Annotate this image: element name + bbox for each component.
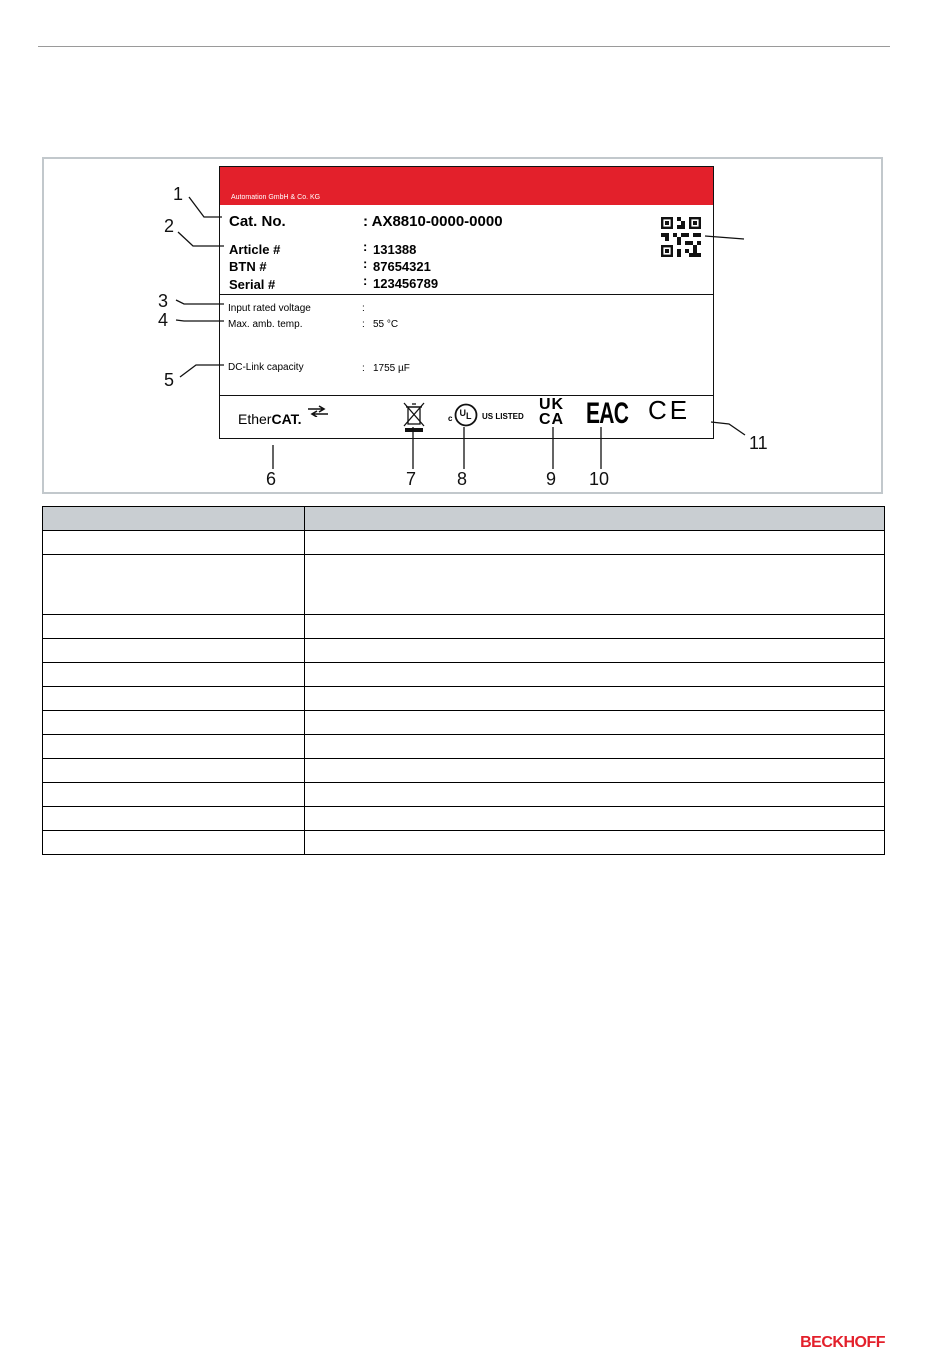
article-colon: :	[363, 239, 368, 254]
cat-no-label: Cat. No.	[229, 213, 286, 230]
table-cell	[305, 687, 885, 711]
ukca-mark-top: UK	[539, 396, 565, 413]
table-cell	[43, 831, 305, 855]
ukca-mark-bottom: CA	[539, 411, 565, 428]
btn-colon: :	[363, 256, 368, 271]
table-cell	[305, 783, 885, 807]
callout-7: 7	[406, 469, 417, 489]
table-row	[43, 663, 885, 687]
dc-link-value: 1755 µF	[373, 363, 410, 374]
ul-c-mark: c	[448, 414, 453, 423]
table-cell	[43, 615, 305, 639]
table-row	[43, 783, 885, 807]
input-voltage-label: Input rated voltage	[228, 303, 311, 314]
article-label: Article #	[229, 242, 281, 257]
input-voltage-colon: :	[362, 303, 365, 314]
table-row	[43, 711, 885, 735]
max-temp-label: Max. amb. temp.	[228, 319, 303, 330]
table-cell	[305, 663, 885, 687]
table-row	[43, 639, 885, 663]
table-cell	[43, 531, 305, 555]
table-cell	[43, 663, 305, 687]
max-temp-colon: :	[362, 319, 365, 330]
callout-8: 8	[457, 469, 468, 489]
header-rule	[38, 46, 890, 47]
table-row	[43, 531, 885, 555]
dc-link-colon: :	[362, 363, 365, 374]
serial-colon: :	[363, 273, 368, 288]
table-cell	[43, 687, 305, 711]
ce-mark: CE	[648, 395, 691, 425]
table-cell	[43, 711, 305, 735]
nameplate-figure	[42, 157, 883, 494]
table-row	[43, 807, 885, 831]
legend-header-row	[43, 507, 885, 531]
svg-text:U: U	[459, 408, 466, 418]
callout-11: 11	[749, 433, 768, 453]
callout-9: 9	[546, 469, 557, 489]
serial-label: Serial #	[229, 277, 276, 292]
table-row	[43, 687, 885, 711]
table-row	[43, 615, 885, 639]
table-cell	[43, 639, 305, 663]
table-cell	[305, 711, 885, 735]
table-row	[43, 555, 885, 615]
callout-5: 5	[164, 370, 175, 390]
svg-text:L: L	[466, 411, 472, 421]
table-cell	[305, 555, 885, 615]
table-cell	[305, 531, 885, 555]
article-value: 131388	[373, 242, 417, 257]
company-name: Automation GmbH & Co. KG	[231, 194, 321, 201]
callout-2: 2	[164, 216, 175, 236]
dc-link-label: DC-Link capacity	[228, 362, 304, 373]
table-cell	[305, 807, 885, 831]
cat-no-value: : AX8810-0000-0000	[363, 213, 503, 230]
ethercat-logo-cat: CAT.	[271, 411, 302, 427]
legend-table	[42, 506, 885, 855]
callout-10: 10	[589, 469, 610, 489]
table-row	[43, 735, 885, 759]
table-row	[43, 831, 885, 855]
table-cell	[43, 807, 305, 831]
callout-6: 6	[266, 469, 277, 489]
table-row	[43, 759, 885, 783]
max-temp-value: 55 °C	[373, 319, 399, 330]
table-cell	[305, 639, 885, 663]
table-cell	[43, 783, 305, 807]
eac-mark: EAC	[586, 397, 629, 430]
table-cell	[305, 735, 885, 759]
table-cell	[305, 831, 885, 855]
table-cell	[305, 615, 885, 639]
table-cell	[43, 735, 305, 759]
callout-1: 1	[173, 184, 184, 204]
btn-value: 87654321	[373, 259, 431, 274]
ul-us-listed-text: US LISTED	[482, 412, 524, 421]
legend-header-cell	[305, 507, 885, 531]
table-cell	[305, 759, 885, 783]
callout-4: 4	[158, 310, 169, 330]
table-cell	[43, 759, 305, 783]
ethercat-logo-ether: Ether	[238, 411, 272, 427]
legend-header-cell	[43, 507, 305, 531]
serial-value: 123456789	[373, 276, 439, 291]
btn-label: BTN #	[229, 259, 267, 274]
table-cell	[43, 555, 305, 615]
callout-3: 3	[158, 291, 169, 311]
brand-logo: BECKHOFF	[800, 1334, 885, 1351]
